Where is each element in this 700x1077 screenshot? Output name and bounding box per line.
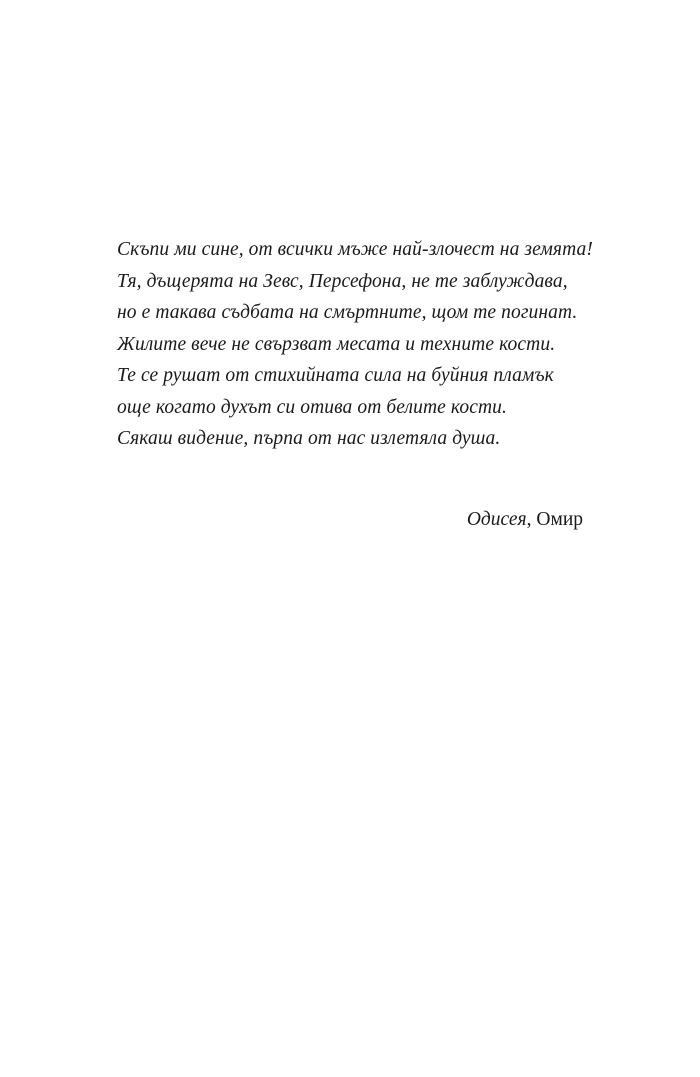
poem-line: Скъпи ми сине, от всички мъже най-злочест на земята!: [117, 239, 593, 260]
poem-line: Жилите вече не свързват месата и техните кости.: [117, 333, 556, 355]
poem-line: още когато духът си отива от белите кости.: [117, 396, 507, 418]
poem-line: Те се рушат от стихийната сила на буйния пламък: [117, 365, 554, 386]
work-title: Одисея: [466, 509, 527, 530]
poem-line: Сякаш видение, пърпа от нас излетяла душа.: [117, 428, 501, 449]
poem-line: но е такава съдбата на смъртните, щом те погинат.: [117, 302, 578, 323]
epigraph-poem: [117, 234, 617, 455]
attribution-separator: ,: [526, 509, 537, 530]
epigraph-attribution: [467, 504, 583, 535]
author-name: Омир: [536, 509, 583, 530]
poem-line: Тя, дъщерята на Зевс, Персефона, не те заблуждава,: [117, 270, 568, 292]
